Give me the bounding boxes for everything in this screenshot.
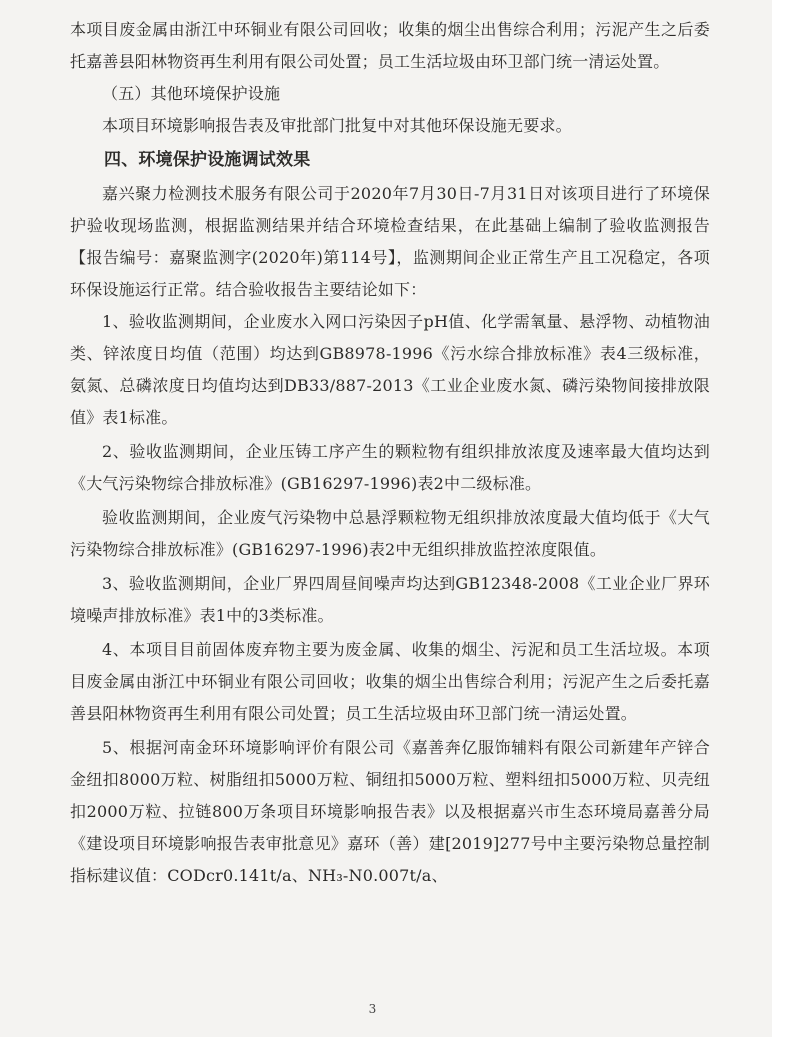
paragraph-solid-waste-summary: 本项目废金属由浙江中环铜业有限公司回收；收集的烟尘出售综合利用；污泥产生之后委托嘉善县阳林物资再生利用有限公司处置；员工生活垃圾由环卫部门统一清运处置。 bbox=[70, 20, 710, 71]
conclusion-item-4: 4、本项目目前固体废弃物主要为废金属、收集的烟尘、污泥和员工生活垃圾。本项目废金属由浙江中环铜业有限公司回收；收集的烟尘出售综合利用；污泥产生之后委托嘉善县阳林物资再生利用有限公司处置；员工生活垃圾由环卫部门统一清运处置。 bbox=[70, 640, 710, 723]
conclusion-item-2b: 验收监测期间，企业废气污染物中总悬浮颗粒物无组织排放浓度最大值均低于《大气污染物综合排放标准》(GB16297-1996)表2中无组织排放监控浓度限值。 bbox=[70, 508, 710, 559]
conclusion-item-5: 5、根据河南金环环境影响评价有限公司《嘉善奔亿服饰辅料有限公司新建年产锌合金纽扣8000万粒、树脂纽扣5000万粒、铜纽扣5000万粒、塑料纽扣5000万粒、贝壳纽扣2000万粒、拉链800万条项目环境影响报告表》以及根据嘉兴市生态环境局嘉善分局《建设项目环境影响报告表审批意见》嘉环（善）建[2019]277号中主要污染物总量控制指标建议值：CODcr0.141t/a、NH₃-N0.007t/a、 bbox=[70, 738, 710, 885]
paragraph-monitoring-intro: 嘉兴聚力检测技术服务有限公司于2020年7月30日-7月31日对该项目进行了环境保护验收现场监测，根据监测结果并结合环境检查结果，在此基础上编制了验收监测报告【报告编号：嘉聚监测字(2020年)第114号】，监测期间企业正常生产且工况稳定，各项环保设施运行正常。结合验收报告主要结论如下： bbox=[70, 184, 710, 299]
section-heading-debugging-effect: 四、环境保护设施调试效果 bbox=[104, 150, 311, 170]
conclusion-item-1: 1、验收监测期间，企业废水入网口污染因子pH值、化学需氧量、悬浮物、动植物油类、锌浓度日均值（范围）均达到GB8978-1996《污水综合排放标准》表4三级标准，氨氮、总磷浓度日均值均达到DB33/887-2013《工业企业废水氮、磷污染物间接排放限值》表1标准。 bbox=[70, 312, 710, 427]
page-number: 3 bbox=[368, 1002, 377, 1016]
conclusion-item-3: 3、验收监测期间，企业厂界四周昼间噪声均达到GB12348-2008《工业企业厂界环境噪声排放标准》表1中的3类标准。 bbox=[70, 574, 710, 625]
paragraph-other-facilities: 本项目环境影响报告表及审批部门批复中对其他环保设施无要求。 bbox=[102, 116, 572, 135]
document-body bbox=[70, 14, 710, 892]
subheading-other-protection-facilities: （五）其他环境保护设施 bbox=[102, 84, 281, 103]
background-margin bbox=[772, 0, 800, 1037]
conclusion-item-2: 2、验收监测期间，企业压铸工序产生的颗粒物有组织排放浓度及速率最大值均达到《大气污染物综合排放标准》(GB16297-1996)表2中二级标准。 bbox=[70, 442, 710, 493]
